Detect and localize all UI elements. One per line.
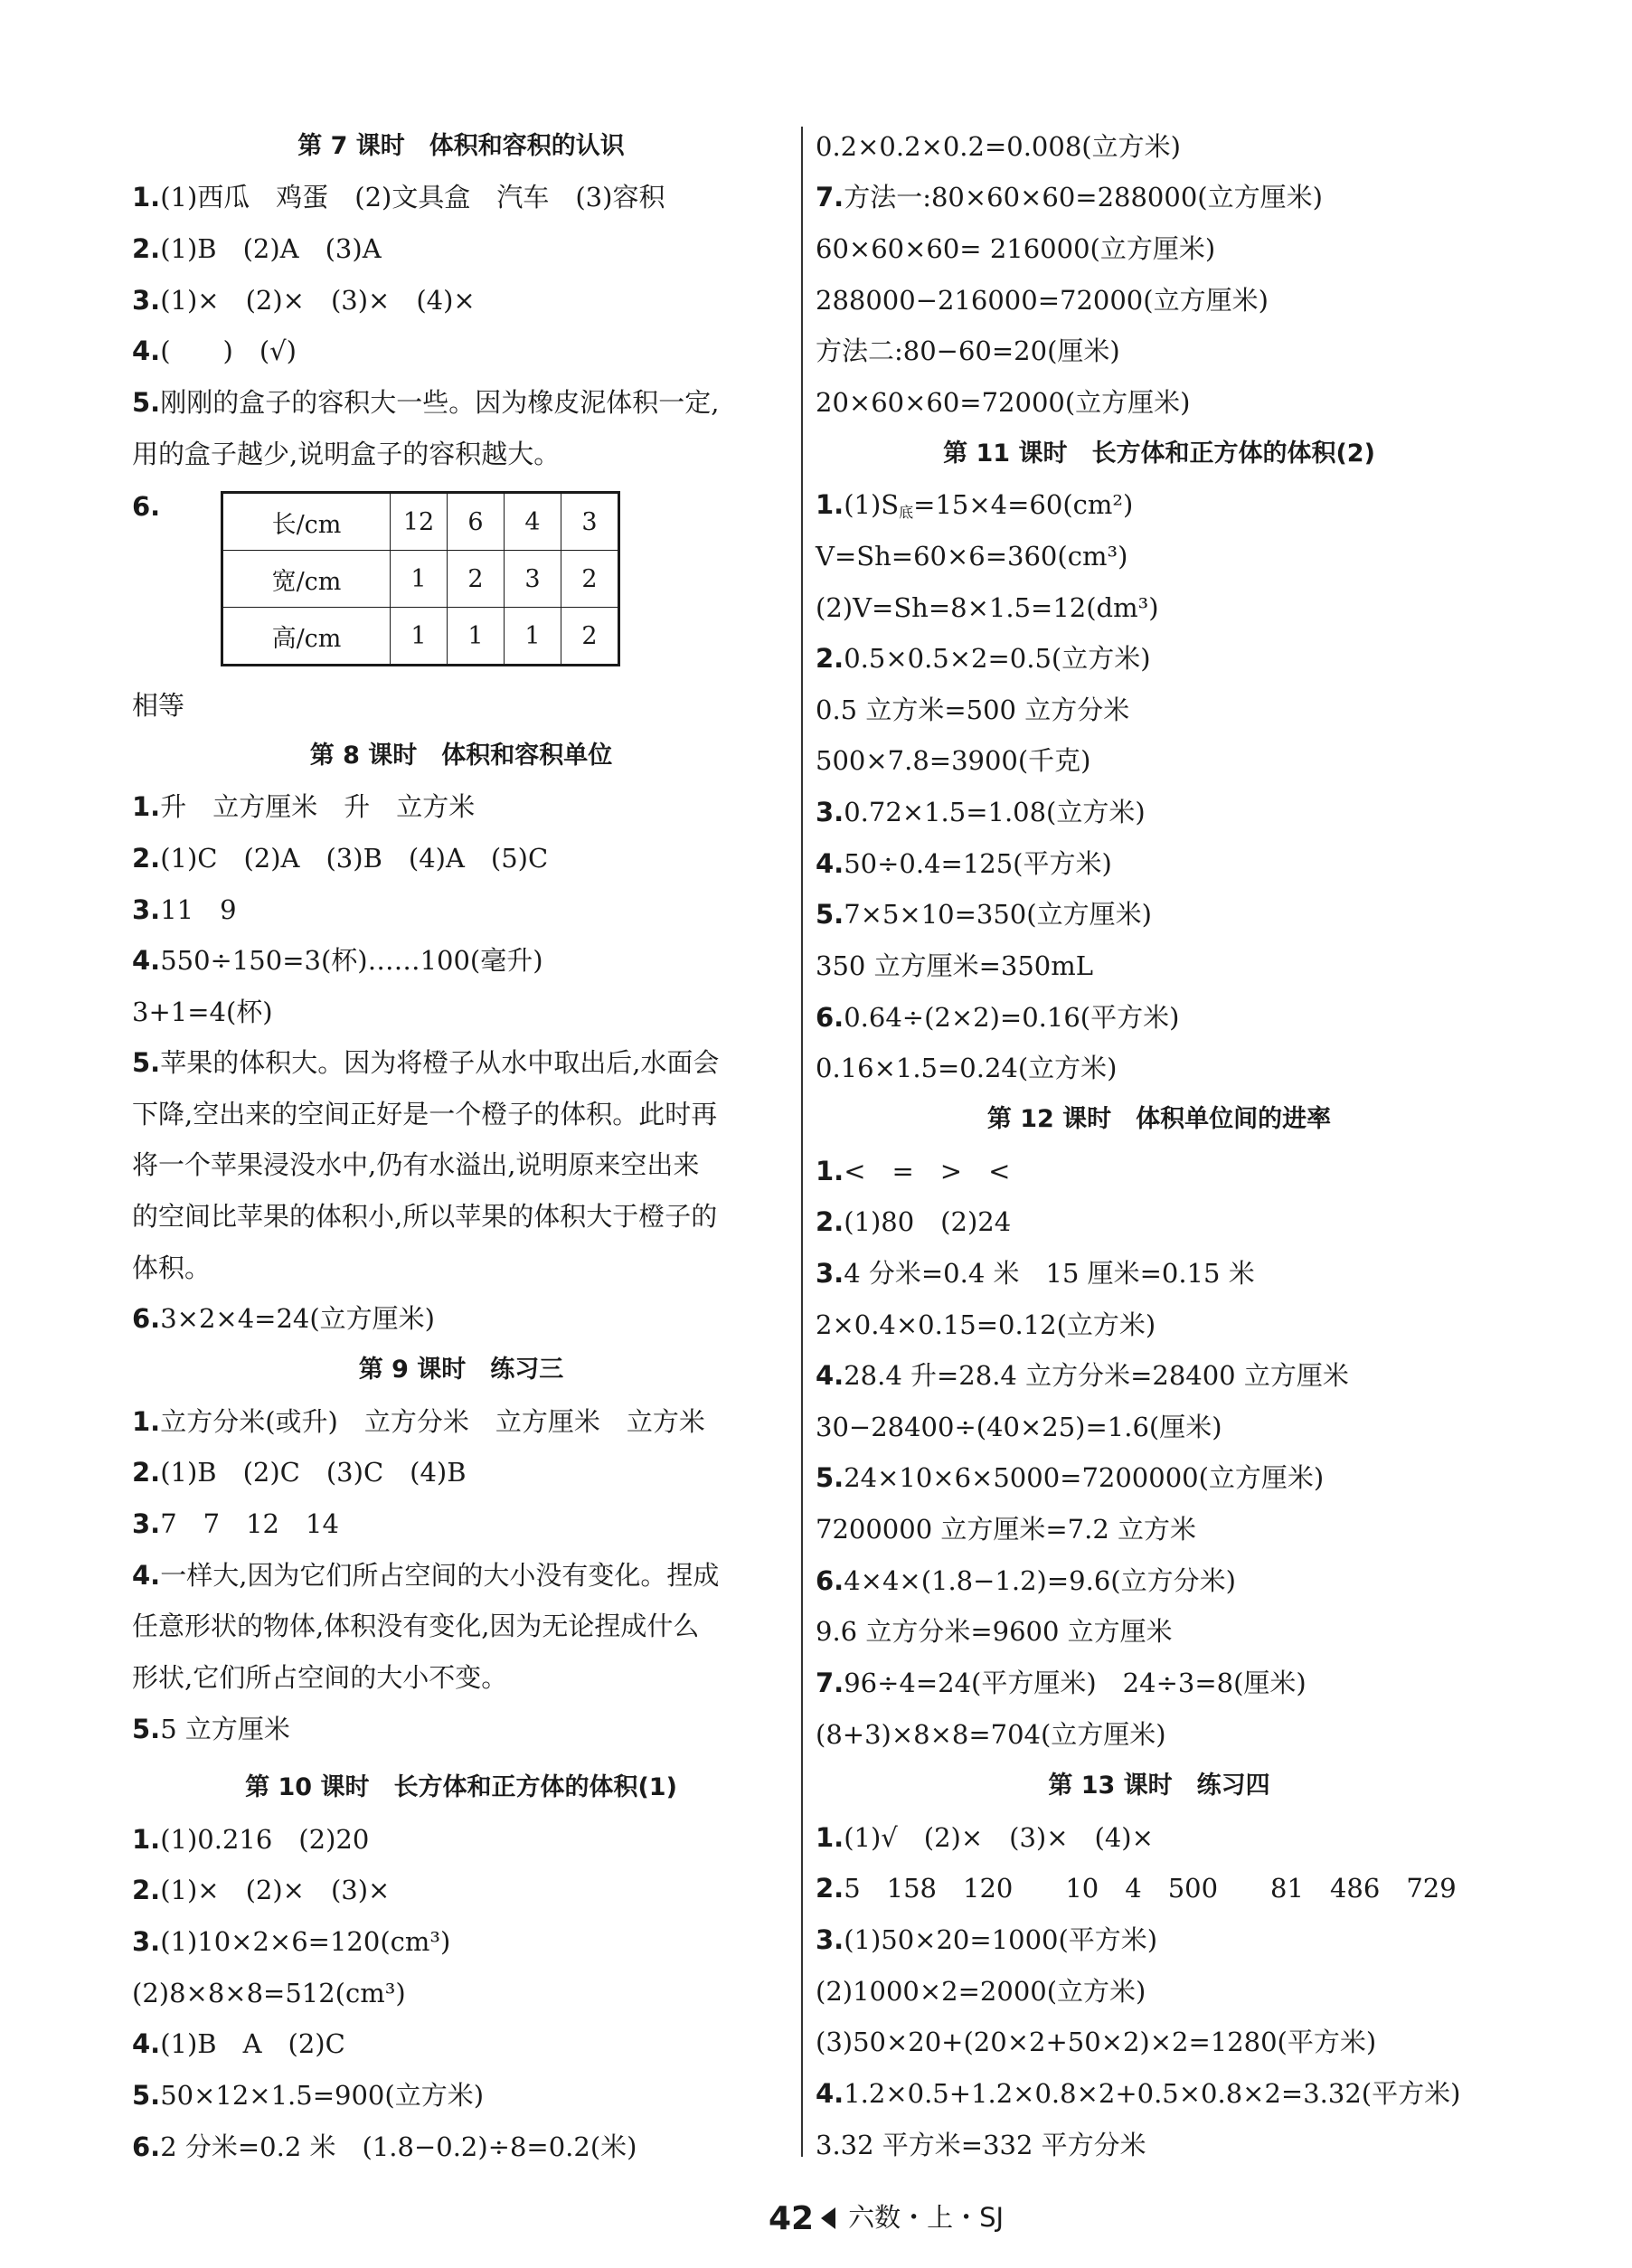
- answer-line: (8+3)×8×8=704(立方厘米): [816, 1719, 1166, 1750]
- answer-line: 30−28400÷(40×25)=1.6(厘米): [816, 1412, 1222, 1442]
- answer-line: 7200000 立方厘米=7.2 立方米: [816, 1514, 1197, 1545]
- answer-line: 0.2×0.2×0.2=0.008(立方米): [816, 131, 1181, 162]
- answer-line: 6.0.64÷(2×2)=0.16(平方米): [816, 1002, 1180, 1033]
- answer-line: 5.7×5×10=350(立方厘米): [816, 899, 1152, 930]
- answer-line: 3.0.72×1.5=1.08(立方米): [816, 797, 1146, 827]
- answer-line: 1.(1)√ (2)× (3)× (4)×: [816, 1822, 1154, 1853]
- answer-line: V=Sh=60×6=360(cm³): [816, 541, 1128, 572]
- table-cell: 1: [448, 608, 505, 666]
- answer-line: 4.一样大,因为它们所占空间的大小没有变化。捏成: [132, 1560, 720, 1591]
- answer-line: 用的盒子越少,说明盒子的容积越大。: [132, 439, 561, 469]
- answer-line: 6.4×4×(1.8−1.2)=9.6(立方分米): [816, 1565, 1236, 1596]
- answer-line: (2)V=Sh=8×1.5=12(dm³): [816, 592, 1159, 623]
- answer-line: 4.1.2×0.5+1.2×0.8×2+0.5×0.8×2=3.32(平方米): [816, 2078, 1461, 2109]
- answer-line: 2.(1)× (2)× (3)×: [132, 1875, 391, 1905]
- table-cell: 6: [448, 493, 505, 551]
- lesson-10-heading: 第 10 课时 长方体和正方体的体积(1): [245, 1773, 677, 1801]
- answer-line: 6.3×2×4=24(立方厘米): [132, 1303, 435, 1334]
- answer-line: 任意形状的物体,体积没有变化,因为无论捏成什么: [132, 1611, 700, 1641]
- answer-line: 6.2 分米=0.2 米 (1.8−0.2)÷8=0.2(米): [132, 2131, 637, 2162]
- answer-line: 60×60×60= 216000(立方厘米): [816, 233, 1216, 264]
- answer-line: 5.刚刚的盒子的容积大一些。因为橡皮泥体积一定,: [132, 387, 720, 418]
- table-cell: 高/cm: [222, 608, 391, 666]
- answer-line: 1.立方分米(或升) 立方分米 立方厘米 立方米: [132, 1406, 705, 1437]
- answer-line: 2.(1)80 (2)24: [816, 1206, 1012, 1237]
- table-cell: 宽/cm: [222, 551, 391, 608]
- answer-line: 相等: [132, 690, 185, 721]
- answer-line: (2)1000×2=2000(立方米): [816, 1976, 1146, 2007]
- answer-line: 3.(1)50×20=1000(平方米): [816, 1924, 1158, 1955]
- answer-line: 3.7 7 12 14: [132, 1508, 339, 1539]
- answer-line: 5.5 立方厘米: [132, 1714, 290, 1744]
- answer-line: 0.5 立方米=500 立方分米: [816, 695, 1130, 725]
- lesson-13-heading: 第 13 课时 练习四: [1048, 1772, 1270, 1800]
- answer-line: 2.(1)B (2)C (3)C (4)B: [132, 1457, 467, 1488]
- answer-line: (2)8×8×8=512(cm³): [132, 1978, 406, 2008]
- table-cell: 2: [561, 608, 619, 666]
- table-cell: 长/cm: [222, 493, 391, 551]
- table-cell: 3: [561, 493, 619, 551]
- table-cell: 2: [448, 551, 505, 608]
- answer-line: 1.(1)西瓜 鸡蛋 (2)文具盒 汽车 (3)容积: [132, 182, 665, 213]
- answer-line: 方法二:80−60=20(厘米): [816, 335, 1120, 366]
- book-label: 六数・上・SJ: [848, 2202, 1005, 2233]
- answer-line: 4.(1)B A (2)C: [132, 2028, 345, 2059]
- answer-line: 4.28.4 升=28.4 立方分米=28400 立方厘米: [816, 1360, 1349, 1391]
- answer-line: 3.32 平方米=332 平方分米: [816, 2130, 1146, 2160]
- table-row: [222, 493, 619, 551]
- column-divider: [801, 127, 803, 2157]
- table-cell: 1: [391, 608, 448, 666]
- answer-line: 2.0.5×0.5×2=0.5(立方米): [816, 643, 1151, 674]
- table-cell: 4: [505, 493, 561, 551]
- lesson-12-heading: 第 12 课时 体积单位间的进率: [986, 1105, 1332, 1133]
- answer-line: 20×60×60=72000(立方厘米): [816, 387, 1191, 418]
- answer-line: 5.50×12×1.5=900(立方米): [132, 2080, 485, 2111]
- answer-line: 3.(1)10×2×6=120(cm³): [132, 1926, 451, 1957]
- table-cell: 3: [505, 551, 561, 608]
- answer-line: 体积。: [132, 1252, 212, 1283]
- answer-line: (3)50×20+(20×2+50×2)×2=1280(平方米): [816, 2027, 1377, 2057]
- answer-line: 的空间比苹果的体积小,所以苹果的体积大于橙子的: [132, 1201, 718, 1232]
- answer-line: 2.(1)B (2)A (3)A: [132, 233, 382, 264]
- answer-line: 将一个苹果浸没水中,仍有水溢出,说明原来空出来: [132, 1149, 700, 1180]
- table-cell: 2: [561, 551, 619, 608]
- table-row: [222, 551, 619, 608]
- question-6-label: 6.: [132, 491, 161, 522]
- table-cell: 1: [505, 608, 561, 666]
- lesson-8-heading: 第 8 课时 体积和容积单位: [309, 742, 613, 770]
- page-footer: [769, 2197, 1004, 2237]
- lesson-9-heading: 第 9 课时 练习三: [358, 1356, 564, 1384]
- answer-line: 7.方法一:80×60×60=288000(立方厘米): [816, 182, 1323, 213]
- table-cell: 1: [391, 551, 448, 608]
- answer-line: 2.5 158 120 10 4 500 81 486 729: [816, 1873, 1457, 1904]
- answer-line: 4.550÷150=3(杯)……100(毫升): [132, 945, 543, 976]
- answer-line: 3.(1)× (2)× (3)× (4)×: [132, 285, 476, 316]
- answer-line: 5.苹果的体积大。因为将橙子从水中取出后,水面会: [132, 1047, 720, 1078]
- answer-line: $1.(1)S_底=15\times 4=60(cm^2)$: [816, 489, 1134, 521]
- answer-line: 0.16×1.5=0.24(立方米): [816, 1053, 1118, 1083]
- answer-line: 4.50÷0.4=125(平方米): [816, 848, 1112, 879]
- answer-line: 2.(1)C (2)A (3)B (4)A (5)C: [132, 843, 549, 874]
- triangle-left-icon: [821, 2207, 835, 2229]
- answer-line: 7.96÷4=24(平方厘米) 24÷3=8(厘米): [816, 1668, 1307, 1698]
- answer-line: 4.( ) (√): [132, 335, 297, 366]
- answer-line: 3.11 9: [132, 894, 237, 925]
- table-cell: 12: [391, 493, 448, 551]
- answer-line: 5.24×10×6×5000=7200000(立方厘米): [816, 1462, 1325, 1493]
- answer-line: 1.< = > <: [816, 1156, 1011, 1186]
- answer-line: 9.6 立方分米=9600 立方厘米: [816, 1616, 1173, 1647]
- answer-line: 1.升 立方厘米 升 立方米: [132, 791, 476, 822]
- answer-line: 下降,空出来的空间正好是一个橙子的体积。此时再: [132, 1099, 718, 1129]
- table-row: [222, 608, 619, 666]
- answer-line: 500×7.8=3900(千克): [816, 745, 1091, 776]
- answer-line: 2×0.4×0.15=0.12(立方米): [816, 1309, 1156, 1340]
- dimensions-table: [221, 491, 620, 666]
- lesson-7-heading: 第 7 课时 体积和容积的认识: [297, 132, 625, 160]
- answer-line: 3+1=4(杯): [132, 997, 273, 1027]
- answer-line: 3.4 分米=0.4 米 15 厘米=0.15 米: [816, 1258, 1255, 1289]
- answer-line: 形状,它们所占空间的大小不变。: [132, 1662, 508, 1693]
- page-number: 42: [769, 2200, 815, 2237]
- lesson-11-heading: 第 11 课时 长方体和正方体的体积(2): [943, 439, 1375, 468]
- answer-line: 350 立方厘米=350mL: [816, 950, 1093, 981]
- answer-line: 288000−216000=72000(立方厘米): [816, 285, 1269, 316]
- answer-line: 1.(1)0.216 (2)20: [132, 1824, 370, 1855]
